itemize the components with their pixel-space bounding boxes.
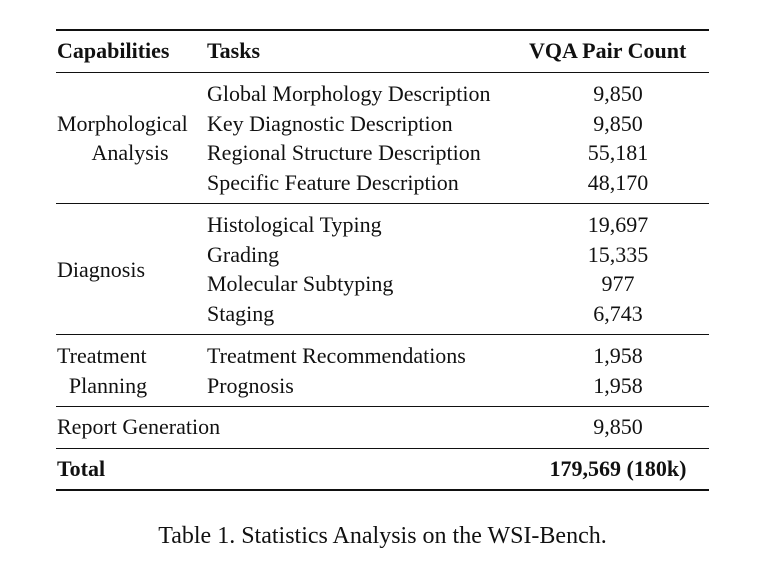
count-cell: 1,958 — [593, 373, 643, 398]
header-vqa-pair-count: VQA Pair Count — [529, 38, 687, 63]
group-rule — [56, 334, 709, 335]
report-generation-label: Report Generation — [57, 414, 221, 439]
capability-morphological: Morphological — [57, 111, 188, 136]
count-cell: 1,958 — [593, 343, 643, 368]
capability-analysis: Analysis — [91, 140, 169, 165]
task-cell: Grading — [207, 242, 280, 267]
count-cell: 977 — [601, 271, 635, 296]
table-caption: Table 1. Statistics Analysis on the WSI-Bench. — [158, 523, 607, 549]
task-cell: Histological Typing — [207, 212, 382, 237]
report-generation-count: 9,850 — [593, 414, 643, 439]
task-cell: Prognosis — [207, 373, 294, 398]
task-cell: Treatment Recommendations — [207, 343, 466, 368]
header-rule — [56, 72, 709, 73]
count-cell: 6,743 — [593, 301, 643, 326]
count-cell: 48,170 — [587, 170, 649, 195]
task-cell: Regional Structure Description — [207, 140, 481, 165]
total-label: Total — [57, 456, 106, 481]
count-cell: 19,697 — [587, 212, 649, 237]
capability-treatment: Treatment — [57, 343, 147, 368]
header-capabilities: Capabilities — [57, 38, 170, 63]
header-tasks: Tasks — [207, 38, 261, 63]
task-cell: Key Diagnostic Description — [207, 111, 453, 136]
count-cell: 15,335 — [587, 242, 649, 267]
count-cell: 9,850 — [593, 111, 643, 136]
task-cell: Molecular Subtyping — [207, 271, 394, 296]
capability-planning: Planning — [68, 373, 148, 398]
capability-diagnosis: Diagnosis — [57, 257, 145, 282]
total-rule — [56, 448, 709, 449]
task-cell: Staging — [207, 301, 275, 326]
top-rule — [56, 29, 709, 31]
bottom-rule — [56, 489, 709, 491]
task-cell: Specific Feature Description — [207, 170, 459, 195]
group-rule — [56, 203, 709, 204]
task-cell: Global Morphology Description — [207, 81, 491, 106]
group-rule — [56, 406, 709, 407]
total-count: 179,569 (180k) — [549, 456, 687, 481]
count-cell: 9,850 — [593, 81, 643, 106]
count-cell: 55,181 — [587, 140, 649, 165]
